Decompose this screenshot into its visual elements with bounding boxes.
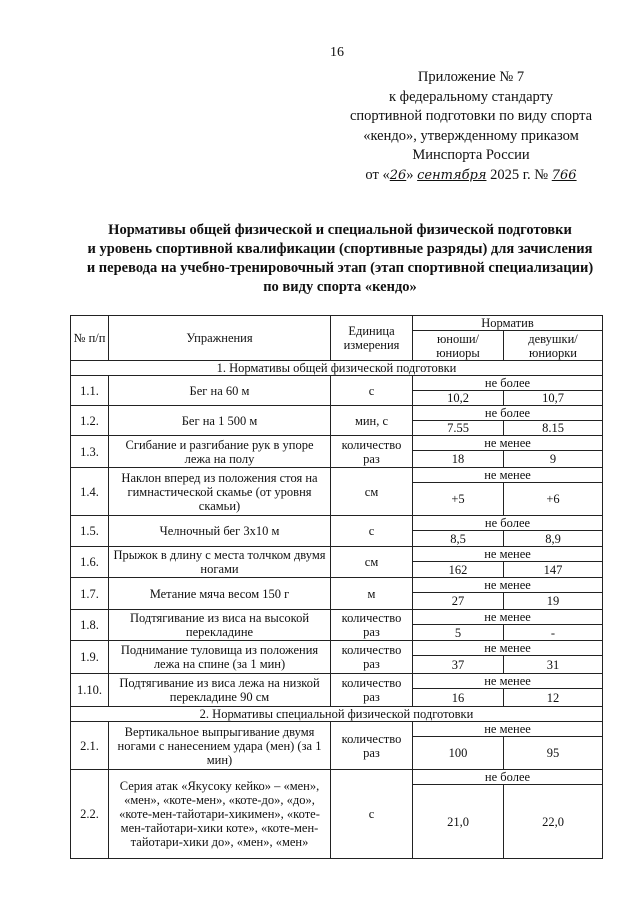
girls-value: 95 [504,737,603,770]
exercise-name: Поднимание туловища из положения лежа на спине (за 1 мин) [109,641,331,674]
appendix-line: спортивной подготовки по виду спорта [349,108,593,124]
qualifier: не более [413,770,603,785]
header-num: № п/п [71,316,109,361]
girls-value: 19 [504,593,603,610]
exercise-name: Серия атак «Якусоку кейко» – «мен», «мен», «коте-мен», «коте-до», «до», «коте-мен-тайотари-хикимен», «коте-мен-тайотари-хики коте», «коте-мен-тайотари-хики до», «мен», «мен» [109,770,331,859]
date-year: 2025 г. № [490,166,549,183]
row-number: 1.3. [71,436,109,468]
unit: мин, с [331,406,413,436]
girls-value: 8.15 [504,421,603,436]
table-row [71,578,603,593]
section-header: 2. Нормативы специальной физической подготовки [71,707,603,722]
standards-table [70,315,603,859]
unit: количество раз [331,436,413,468]
page-number: 16 [330,45,344,60]
header-exercise: Упражнения [109,316,331,361]
table-row [71,376,603,391]
header-girls: девушки/ юниорки [504,331,603,361]
unit: с [331,516,413,547]
title-line: по виду спорта «кендо» [263,279,417,295]
girls-value: - [504,625,603,641]
qualifier: не менее [413,641,603,656]
unit: м [331,578,413,610]
order-date-line [330,166,612,186]
table-row [71,722,603,737]
title-line: и уровень спортивной квалификации (спортивные разряды) для зачисления [87,241,593,257]
qualifier: не менее [413,468,603,483]
title-line: и перевода на учебно-тренировочный этап (этап спортивной специализации) [86,260,594,276]
table-row [71,674,603,689]
qualifier: не менее [413,674,603,689]
qualifier: не более [413,376,603,391]
qualifier: не менее [413,578,603,593]
date-mid: » [406,166,414,183]
appendix-line: «кендо», утвержденному приказом [363,127,579,144]
row-number: 1.4. [71,468,109,516]
table-row [71,770,603,785]
document-title [60,221,620,297]
handwritten-month: сентября [417,167,487,183]
exercise-name: Подтягивание из виса лежа на низкой перекладине 90 см [109,674,331,707]
girls-value: 22,0 [504,785,603,859]
girls-value: 10,7 [504,391,603,406]
exercise-name: Челночный бег 3х10 м [109,516,331,547]
row-number: 1.8. [71,610,109,641]
table-row [71,406,603,421]
unit: см [331,547,413,578]
header-unit: Единица измерения [331,316,413,361]
girls-value: 12 [504,689,603,707]
appendix-block [330,68,612,185]
row-number: 1.2. [71,406,109,436]
handwritten-order-number: 766 [551,167,577,183]
exercise-name: Сгибание и разгибание рук в упоре лежа на полу [109,436,331,468]
boys-value: +5 [413,483,504,516]
exercise-name: Метание мяча весом 150 г [109,578,331,610]
appendix-line: к федеральному стандарту [389,88,553,105]
table-row [71,468,603,483]
table-row [71,610,603,625]
row-number: 2.2. [71,770,109,859]
row-number: 2.1. [71,722,109,770]
boys-value: 100 [413,737,504,770]
table-row [71,547,603,562]
unit: количество раз [331,641,413,674]
header-norm: Норматив [413,316,603,331]
girls-value: 8,9 [504,531,603,547]
girls-value: 147 [504,562,603,578]
qualifier: не более [413,516,603,531]
row-number: 1.5. [71,516,109,547]
appendix-line: Минспорта России [412,147,530,163]
boys-value: 7.55 [413,421,504,436]
unit: см [331,468,413,516]
table-row [71,436,603,451]
exercise-name: Бег на 60 м [109,376,331,406]
boys-value: 18 [413,451,504,468]
table-row [71,641,603,656]
unit: с [331,770,413,859]
girls-value: 9 [504,451,603,468]
section-header: 1. Нормативы общей физической подготовки [71,361,603,376]
row-number: 1.10. [71,674,109,707]
unit: количество раз [331,722,413,770]
exercise-name: Подтягивание из виса на высокой перекладине [109,610,331,641]
boys-value: 21,0 [413,785,504,859]
appendix-line: Приложение № 7 [417,69,525,85]
qualifier: не более [413,406,603,421]
girls-value: +6 [504,483,603,516]
table-row [71,516,603,531]
qualifier: не менее [413,547,603,562]
title-line: Нормативы общей физической и специальной физической подготовки [108,222,572,238]
handwritten-day: 26 [389,167,407,183]
boys-value: 5 [413,625,504,641]
boys-value: 8,5 [413,531,504,547]
unit: с [331,376,413,406]
exercise-name: Прыжок в длину с места толчком двумя ногами [109,547,331,578]
unit: количество раз [331,674,413,707]
exercise-name: Вертикальное выпрыгивание двумя ногами с нанесением удара (мен) (за 1 мин) [109,722,331,770]
qualifier: не менее [413,722,603,737]
boys-value: 10,2 [413,391,504,406]
row-number: 1.6. [71,547,109,578]
boys-value: 37 [413,656,504,674]
row-number: 1.9. [71,641,109,674]
row-number: 1.7. [71,578,109,610]
boys-value: 16 [413,689,504,707]
row-number: 1.1. [71,376,109,406]
girls-value: 31 [504,656,603,674]
exercise-name: Бег на 1 500 м [109,406,331,436]
qualifier: не менее [413,436,603,451]
boys-value: 162 [413,562,504,578]
unit: количество раз [331,610,413,641]
header-boys: юноши/ юниоры [413,331,504,361]
boys-value: 27 [413,593,504,610]
exercise-name: Наклон вперед из положения стоя на гимнастической скамье (от уровня скамьи) [109,468,331,516]
qualifier: не менее [413,610,603,625]
date-prefix: от « [365,166,390,183]
